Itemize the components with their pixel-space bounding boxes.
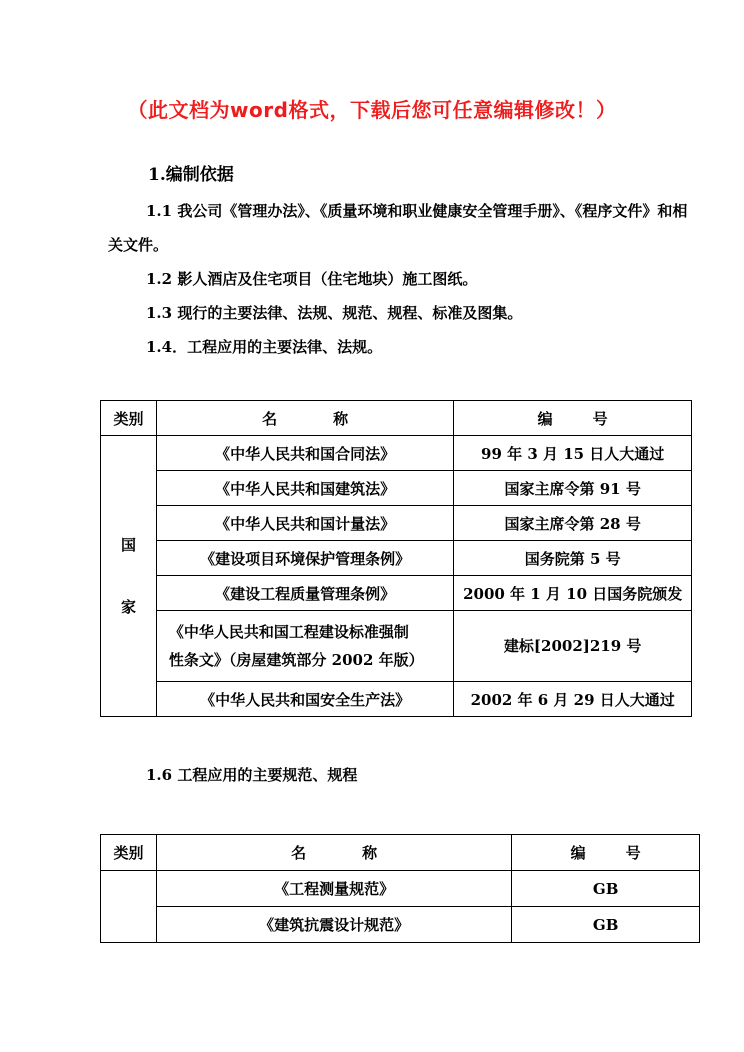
table-header-row xyxy=(101,401,692,436)
header-code-char-2: 号 xyxy=(592,409,608,428)
header-name xyxy=(156,835,511,871)
paragraph-1-4: 1.4．工程应用的主要法律、法规。 xyxy=(146,338,383,356)
law-name: 《中华人民共和国合同法》 xyxy=(156,436,453,471)
law-name: 《中华人民共和国计量法》 xyxy=(156,506,453,541)
table-row xyxy=(101,611,692,682)
category-char-1: 国 xyxy=(120,536,136,554)
header-name-char-2: 称 xyxy=(333,409,349,428)
code-value: GB xyxy=(512,907,700,943)
format-notice-banner: （此文档为word格式，下载后您可任意编辑修改！） xyxy=(127,98,617,122)
table-row xyxy=(101,436,692,471)
law-name-line-2: 性条文》（房屋建筑部分 2002 年版） xyxy=(168,651,424,669)
table-row xyxy=(101,576,692,611)
law-code: 国家主席令第 91 号 xyxy=(454,471,692,506)
law-code: 建标[2002]219 号 xyxy=(454,611,692,682)
header-code-char-1: 编 xyxy=(537,409,553,428)
section-heading: 1.编制依据 xyxy=(148,165,234,185)
law-code: 99 年 3 月 15 日人大通过 xyxy=(454,436,692,471)
paragraph-1-2: 1.2 影人酒店及住宅项目（住宅地块）施工图纸。 xyxy=(146,270,478,288)
header-name-char-1: 名 xyxy=(291,844,307,862)
code-name: 《工程测量规范》 xyxy=(156,871,511,907)
law-code: 2000 年 1 月 10 日国务院颁发 xyxy=(454,576,692,611)
header-name-char-1: 名 xyxy=(262,409,278,428)
category-cell-national xyxy=(101,436,157,717)
code-value: GB xyxy=(512,871,700,907)
law-code: 国务院第 5 号 xyxy=(454,541,692,576)
law-name-line-1: 《中华人民共和国工程建设标准强制 xyxy=(168,623,409,641)
header-category: 类别 xyxy=(101,401,157,436)
law-name: 《中华人民共和国安全生产法》 xyxy=(156,682,453,717)
table-header-row xyxy=(101,835,700,871)
header-code-char-1: 编 xyxy=(570,844,586,862)
table-row xyxy=(101,871,700,907)
paragraph-1-3: 1.3 现行的主要法律、法规、规范、规程、标准及图集。 xyxy=(146,304,523,322)
code-name: 《建筑抗震设计规范》 xyxy=(156,907,511,943)
header-code xyxy=(454,401,692,436)
header-category: 类别 xyxy=(101,835,157,871)
paragraph-1-1: 1.1 我公司《管理办法》、《质量环境和职业健康安全管理手册》、《程序文件》和相关文件。 xyxy=(108,202,688,254)
law-name: 《建设工程质量管理条例》 xyxy=(156,576,453,611)
category-cell-empty xyxy=(101,871,157,943)
law-name: 《中华人民共和国建筑法》 xyxy=(156,471,453,506)
table-row xyxy=(101,506,692,541)
law-name xyxy=(156,611,453,682)
header-code-char-2: 号 xyxy=(625,844,641,862)
table-row xyxy=(101,541,692,576)
paragraph-1-6: 1.6 工程应用的主要规范、规程 xyxy=(146,766,358,784)
header-name xyxy=(156,401,453,436)
table-row xyxy=(101,682,692,717)
header-code xyxy=(512,835,700,871)
law-name: 《建设项目环境保护管理条例》 xyxy=(156,541,453,576)
category-char-2: 家 xyxy=(120,598,136,616)
law-code: 2002 年 6 月 29 日人大通过 xyxy=(454,682,692,717)
laws-table xyxy=(100,400,692,717)
table-row xyxy=(101,471,692,506)
table-row xyxy=(101,907,700,943)
law-code: 国家主席令第 28 号 xyxy=(454,506,692,541)
codes-table xyxy=(100,834,700,943)
header-name-char-2: 称 xyxy=(362,844,378,862)
